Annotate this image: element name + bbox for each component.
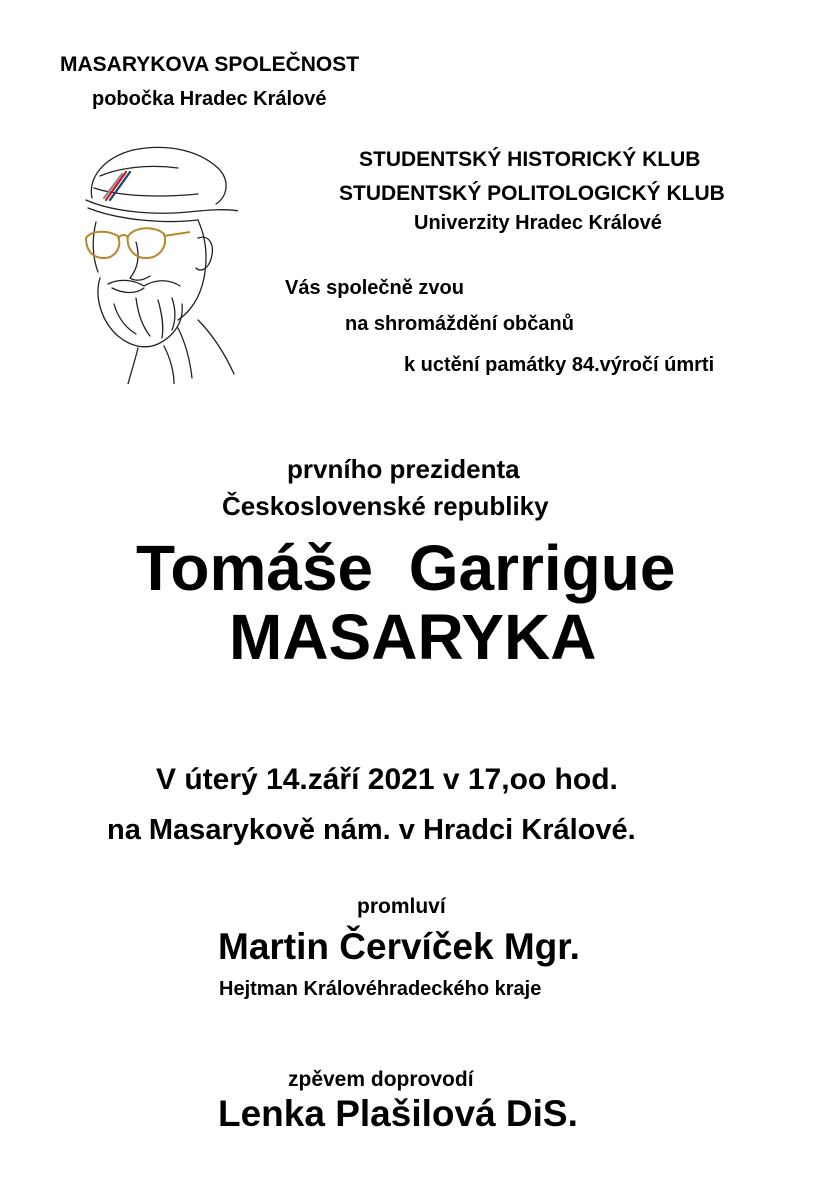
event-place: na Masarykově nám. v Hradci Králové. [107,814,636,846]
masaryk-portrait-sketch [78,138,238,384]
club-historical-text: STUDENTSKÝ HISTORICKÝ KLUB [359,148,701,171]
organization-branch: pobočka Hradec Králové [92,88,327,110]
speaker-label: promluví [357,895,446,918]
speaker-role: Hejtman Královéhradeckého kraje [219,978,542,1000]
invitation-line-1: Vás společně zvou [285,277,464,299]
invitation-line-2: na shromáždění občanů [345,313,574,335]
event-date: V úterý 14.září 2021 v 17,oo hod. [156,763,618,796]
president-title-text: prvního prezidenta [287,454,520,484]
singer-name: Lenka Plašilová DiS. [218,1093,578,1134]
speaker-name: Martin Červíček Mgr. [218,926,580,967]
invitation-line-3: k uctění památky 84.výročí úmrti [404,354,715,376]
organization-name: MASARYKOVA SPOLEČNOST [60,53,360,76]
club-university: Univerzity Hradec Králové [414,212,662,234]
honoree-surname: MASARYKA [229,601,597,673]
honoree-first-names: Tomáše Garrigue [136,532,676,604]
singer-label: zpěvem doprovodí [288,1068,474,1091]
president-republic: Československé republiky [222,491,549,521]
club-political: STUDENTSKÝ POLITOLOGICKÝ KLUB [339,182,725,205]
